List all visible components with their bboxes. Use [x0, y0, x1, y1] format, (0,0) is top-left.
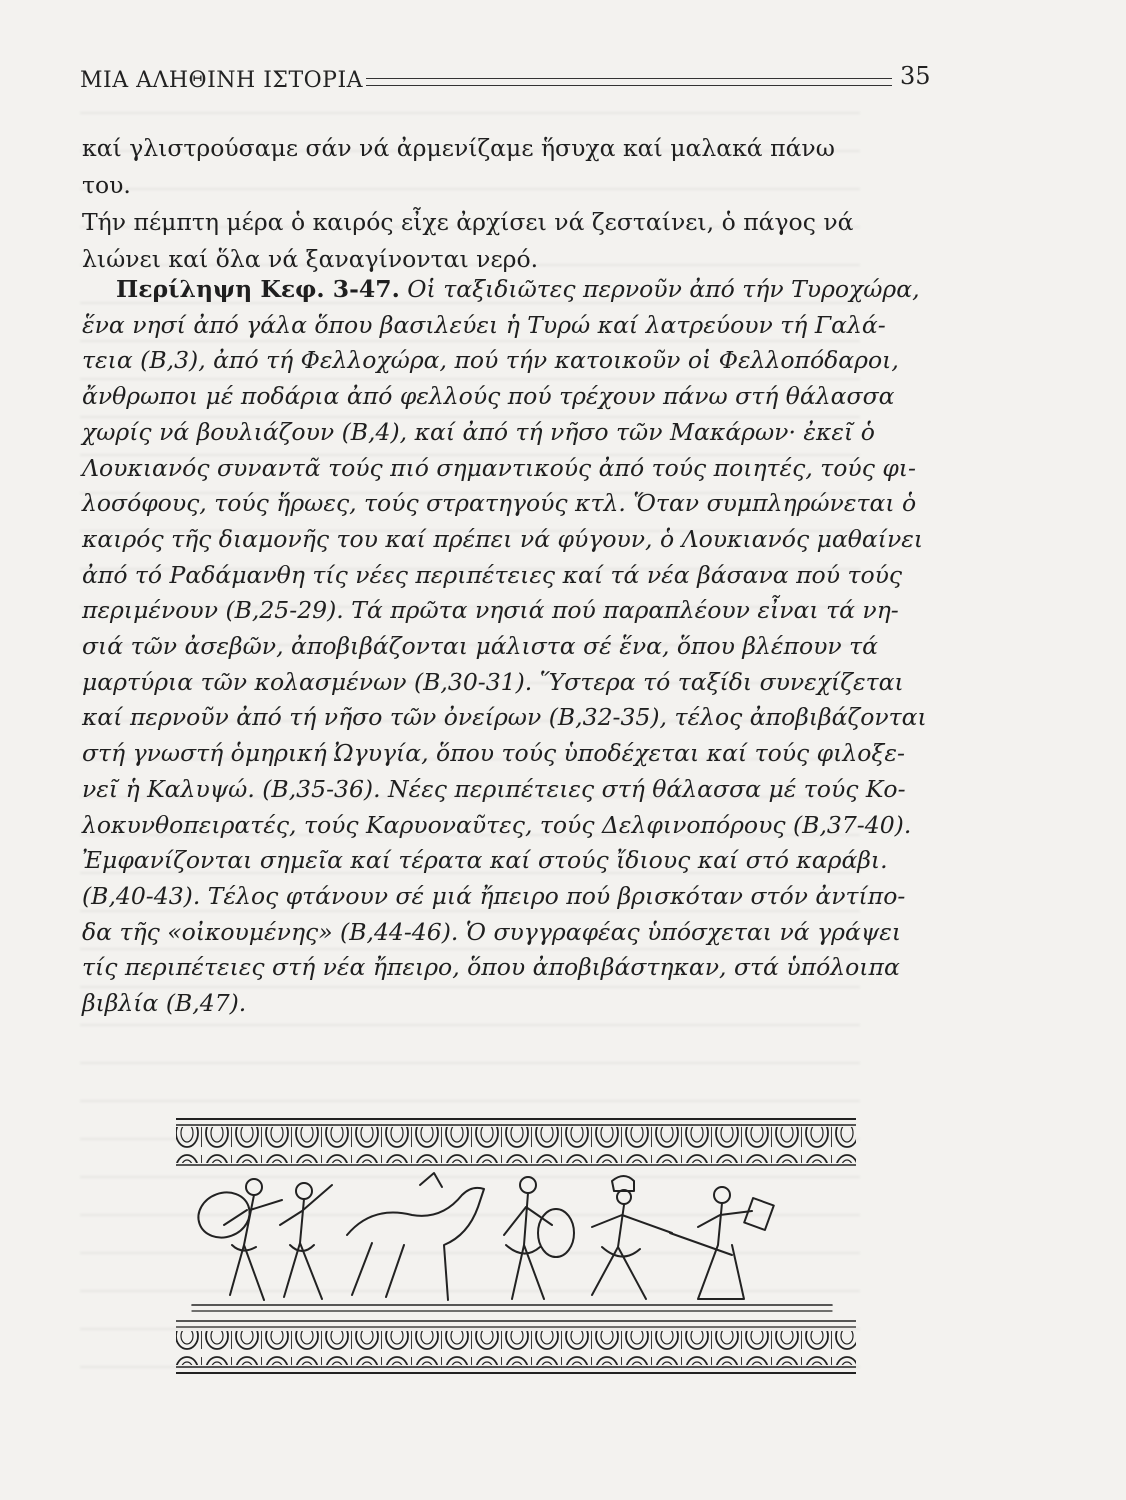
text-line: βιβλία (Β,47). [82, 989, 247, 1018]
text-line: Λουκιανός συναντᾶ τούς πιό σημαντικούς ἀπό τούς ποιητές, τούς φι- [82, 453, 916, 482]
text-line: λοκυνθοπειρατές, τούς Καρυοναῦτες, τούς Δελφινοπόρους (Β,37-40). [82, 810, 912, 839]
text-line: καί περνοῦν ἀπό τή νῆσο τῶν ὀνείρων (Β,32-35), τέλος ἀποβιβάζονται [82, 703, 927, 732]
frieze-bottom-border [176, 1321, 856, 1373]
text-line: καί γλιστρούσαμε σάν νά ἀρμενίζαμε ἥσυχα καί μαλακά πάνω του. [82, 134, 835, 199]
summary-label: Περίληψη Κεφ. 3-47. [116, 275, 400, 303]
chapter-summary [82, 272, 927, 1022]
text-line: τίς περιπέτειες στή νέα ἤπειρο, ὅπου ἀποβιβάστηκαν, στά ὑπόλοιπα [82, 953, 900, 982]
header-double-rule [366, 78, 892, 86]
text-line: Ἐμφανίζονται σημεῖα καί τέρατα καί στούς ἴδιους καί στό καράβι. [82, 846, 888, 875]
page-header [80, 60, 931, 100]
running-title: ΜΙΑ ΑΛΗΘΙΝΗ ΙΣΤΟΡΙΑ [80, 68, 364, 93]
text-line: τεια (Β,3), ἀπό τή Φελλοχώρα, πού τήν κατοικοῦν οἱ Φελλοπόδαροι, [82, 346, 899, 375]
classical-frieze-illustration [172, 1115, 860, 1405]
summary-first-line [82, 272, 920, 308]
text-line: λοσόφους, τούς ἥρωες, τούς στρατηγούς κτλ. Ὅταν συμπληρώνεται ὁ [82, 489, 917, 518]
summary-text: Οἱ ταξιδιῶτες περνοῦν ἀπό τήν Τυροχώρα, [407, 275, 920, 303]
intro-paragraph [82, 130, 857, 278]
text-line: δα τῆς «οἰκουμένης» (Β,44-46). Ὁ συγγραφέας ὑπόσχεται νά γράψει [82, 917, 902, 946]
frieze-figures [192, 1173, 832, 1311]
text-line: ἕνα νησί ἀπό γάλα ὅπου βασιλεύει ἡ Τυρώ καί λατρεύουν τή Γαλά- [82, 310, 886, 339]
text-line: περιμένουν (Β,25-29). Τά πρῶτα νησιά πού παραπλέουν εἶναι τά νη- [82, 596, 899, 625]
text-line: στή γνωστή ὁμηρική Ὠγυγία, ὅπου τούς ὑποδέχεται καί τούς φιλοξε- [82, 739, 905, 768]
text-line: καιρός τῆς διαμονῆς του καί πρέπει νά φύγουν, ὁ Λουκιανός μαθαίνει [82, 524, 924, 553]
text-line: Τήν πέμπτη μέρα ὁ καιρός εἶχε ἀρχίσει νά ζεσταίνει, ὁ πάγος νά [82, 208, 854, 236]
text-line: νεῖ ἡ Καλυψώ. (Β,35-36). Νέες περιπέτειες στή θάλασσα μέ τούς Κο- [82, 774, 906, 803]
text-line: μαρτύρια τῶν κολασμένων (Β,30-31). Ὕστερα τό ταξίδι συνεχίζεται [82, 667, 904, 696]
frieze-top-border [176, 1119, 856, 1165]
text-line: ἄνθρωποι μέ ποδάρια ἀπό φελλούς πού τρέχουν πάνω στή θάλασσα [82, 382, 895, 411]
text-line: σιά τῶν ἀσεβῶν, ἀποβιβάζονται μάλιστα σέ ἕνα, ὅπου βλέπουν τά [82, 632, 879, 661]
text-line: λιώνει καί ὅλα νά ξαναγίνονται νερό. [82, 245, 539, 273]
text-line: (Β,40-43). Τέλος φτάνουν σέ μιά ἤπειρο πού βρισκόταν στόν ἀντίπο- [82, 881, 906, 910]
text-line: χωρίς νά βουλιάζουν (Β,4), καί ἀπό τή νῆσο τῶν Μακάρων· ἐκεῖ ὁ [82, 417, 875, 446]
page-number: 35 [900, 62, 931, 90]
text-line: ἀπό τό Ραδάμανθη τίς νέες περιπέτειες καί τά νέα βάσανα πού τούς [82, 560, 903, 589]
